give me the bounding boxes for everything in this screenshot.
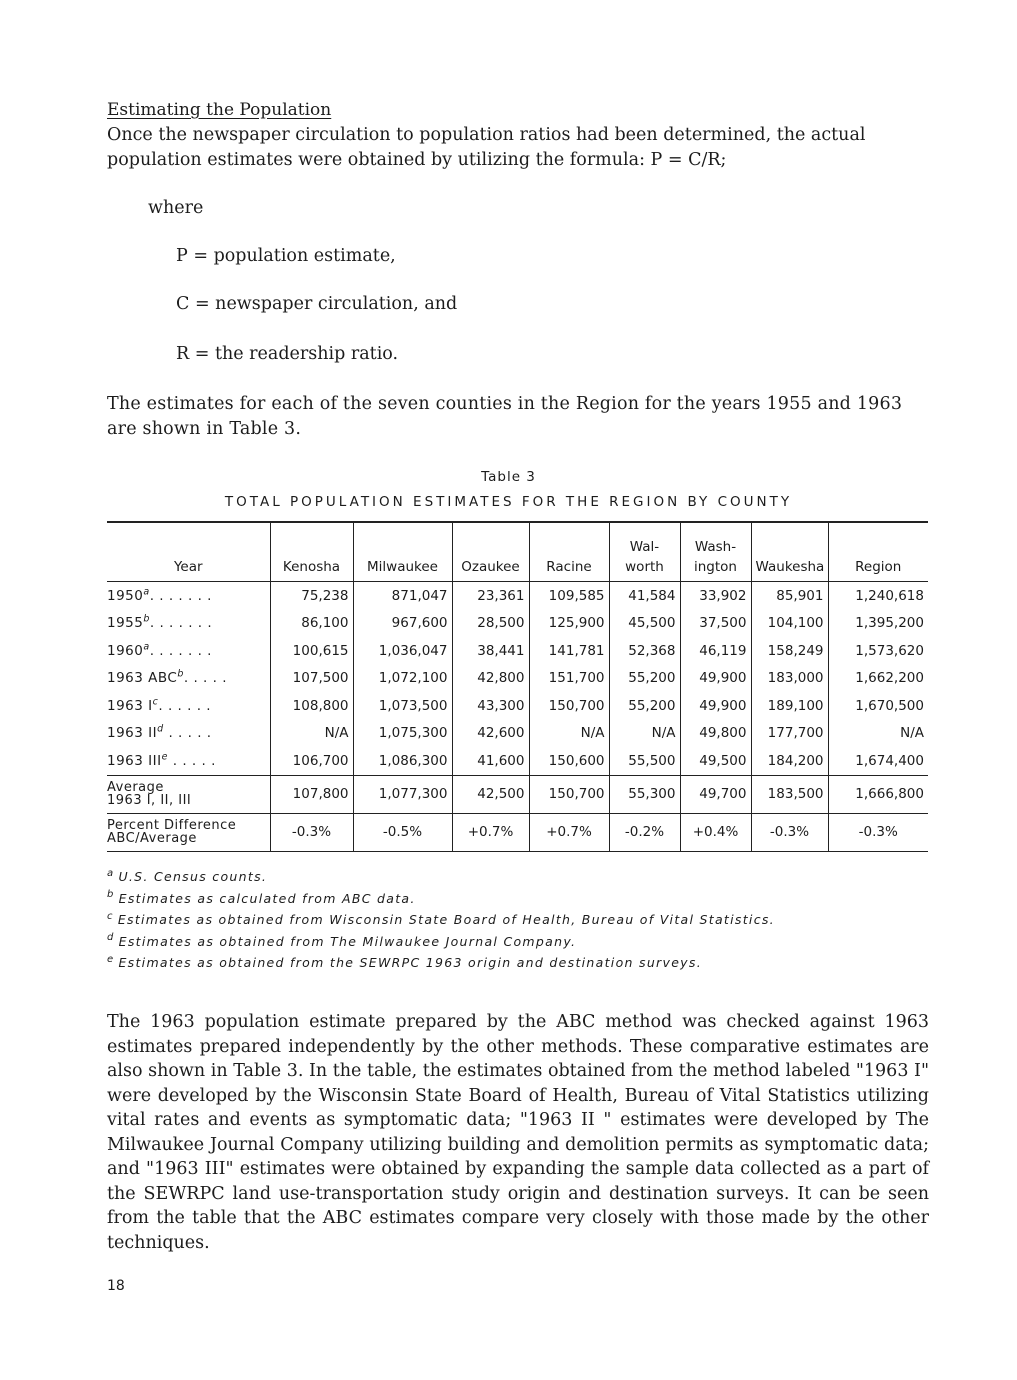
- table-lead-paragraph: The estimates for each of the seven counties in the Region for the years 1955 and 1963 are shown in Table 3.: [107, 394, 903, 439]
- table-cell: 1,674,400: [828, 747, 928, 775]
- table-label: Table 3: [481, 469, 536, 485]
- percent-difference-row: [107, 813, 928, 851]
- definition-r: R = the readership ratio.: [176, 344, 399, 364]
- table-row: [107, 610, 928, 638]
- header-region: Region: [828, 523, 928, 582]
- footnote-mark: c: [152, 696, 159, 708]
- table-cell: 1,077,300: [353, 775, 452, 813]
- leader-dots: . . . . .: [167, 752, 216, 769]
- table-cell: -0.5%: [353, 813, 452, 851]
- footnote-mark: a: [143, 641, 150, 653]
- table-cell: 1,573,620: [828, 637, 928, 665]
- table-cell: 1,073,500: [353, 692, 452, 720]
- table-cell: -0.3%: [751, 813, 828, 851]
- table-cell: 33,902: [680, 582, 751, 610]
- where-text: where: [148, 198, 204, 218]
- header-walworth-line1: Wal-: [629, 539, 660, 555]
- header-waukesha: Waukesha: [751, 523, 828, 582]
- table-cell: 125,900: [529, 610, 609, 638]
- row-year-label: 1950: [107, 587, 144, 604]
- table-title: TOTAL POPULATION ESTIMATES FOR THE REGION BY COUNTY: [224, 494, 793, 510]
- table-cell: 55,300: [609, 775, 680, 813]
- table-cell: 104,100: [751, 610, 828, 638]
- table-cell: N/A: [828, 720, 928, 748]
- table-cell: 100,615: [270, 637, 353, 665]
- definition-p: P = population estimate,: [176, 246, 396, 266]
- leader-dots: . . . . . . .: [149, 642, 212, 659]
- header-ozaukee: Ozaukee: [452, 523, 529, 582]
- table-row: [107, 637, 928, 665]
- table-cell: 1,662,200: [828, 665, 928, 693]
- footnote-text: Estimates as obtained from The Milwaukee Journal Company.: [118, 933, 577, 949]
- header-walworth-line2: worth: [625, 559, 664, 575]
- table-cell: 109,585: [529, 582, 609, 610]
- table-cell: 184,200: [751, 747, 828, 775]
- leader-dots: . . . . . . .: [149, 587, 212, 604]
- table-cell: 52,368: [609, 637, 680, 665]
- row-year-label: 1963 I: [107, 697, 153, 714]
- row-year: [107, 665, 270, 693]
- table-cell: 183,000: [751, 665, 828, 693]
- footnote-mark: c: [107, 910, 114, 922]
- table-cell: +0.7%: [452, 813, 529, 851]
- table-cell: 1,086,300: [353, 747, 452, 775]
- table-cell: 49,900: [680, 665, 751, 693]
- table-row: [107, 582, 928, 610]
- table-cell: 55,200: [609, 665, 680, 693]
- table-row: [107, 665, 928, 693]
- table-row: [107, 720, 928, 748]
- table-cell: 150,700: [529, 775, 609, 813]
- table-cell: 49,700: [680, 775, 751, 813]
- header-washington: [680, 523, 751, 582]
- table-cell: 967,600: [353, 610, 452, 638]
- intro-paragraph: Once the newspaper circulation to population ratios had been determined, the actual population estimates were obtained by utilizing the formula: P = C/R;: [107, 125, 866, 170]
- table-cell: 107,500: [270, 665, 353, 693]
- table-cell: -0.3%: [270, 813, 353, 851]
- definition-c: C = newspaper circulation, and: [176, 294, 458, 314]
- page-number: 18: [107, 1278, 125, 1294]
- footnote-mark: d: [157, 723, 164, 735]
- table-cell: 49,500: [680, 747, 751, 775]
- header-racine: Racine: [529, 523, 609, 582]
- footnote-a: [107, 866, 775, 888]
- table-cell: 46,119: [680, 637, 751, 665]
- row-year: [107, 692, 270, 720]
- footnote-c: [107, 909, 775, 931]
- header-washington-line2: ington: [694, 559, 737, 575]
- table-cell: 1,075,300: [353, 720, 452, 748]
- table-cell: 43,300: [452, 692, 529, 720]
- row-year-label: 1955: [107, 615, 144, 632]
- footnote-text: Estimates as obtained from the SEWRPC 1963 origin and destination surveys.: [118, 955, 702, 970]
- table-cell: +0.4%: [680, 813, 751, 851]
- header-year: Year: [107, 523, 270, 582]
- table-cell: 41,584: [609, 582, 680, 610]
- footnote-mark: b: [143, 613, 150, 625]
- table-cell: 55,500: [609, 747, 680, 775]
- header-kenosha: Kenosha: [270, 523, 353, 582]
- table-cell: 177,700: [751, 720, 828, 748]
- table-cell: 38,441: [452, 637, 529, 665]
- table-cell: 107,800: [270, 775, 353, 813]
- table-cell: 1,670,500: [828, 692, 928, 720]
- footnote-mark: a: [143, 586, 150, 598]
- table-cell: 108,800: [270, 692, 353, 720]
- table-cell: 106,700: [270, 747, 353, 775]
- table-cell: 42,800: [452, 665, 529, 693]
- row-year: [107, 720, 270, 748]
- table-cell: 45,500: [609, 610, 680, 638]
- table-cell: -0.2%: [609, 813, 680, 851]
- table-cell: 183,500: [751, 775, 828, 813]
- table-cell: N/A: [529, 720, 609, 748]
- percent-difference-row-label: [107, 813, 270, 851]
- table-cell: +0.7%: [529, 813, 609, 851]
- table-cell: 23,361: [452, 582, 529, 610]
- footnote-mark: a: [107, 867, 115, 879]
- table-cell: 41,600: [452, 747, 529, 775]
- percent-difference-row-label-line2: ABC/Average: [107, 831, 197, 846]
- table-cell: 75,238: [270, 582, 353, 610]
- average-row-label-line1: Average: [107, 780, 164, 795]
- table-cell: N/A: [609, 720, 680, 748]
- table-cell: 150,700: [529, 692, 609, 720]
- table-cell: 42,500: [452, 775, 529, 813]
- table-cell: 158,249: [751, 637, 828, 665]
- table-row: [107, 692, 928, 720]
- leader-dots: . . . . . .: [158, 697, 212, 714]
- table-cell: 1,072,100: [353, 665, 452, 693]
- table-cell: 1,666,800: [828, 775, 928, 813]
- population-table: [107, 521, 928, 852]
- table-cell: 189,100: [751, 692, 828, 720]
- table-cell: 1,240,618: [828, 582, 928, 610]
- table-row: [107, 747, 928, 775]
- row-year-label: 1963 III: [107, 752, 162, 769]
- table-cell: 871,047: [353, 582, 452, 610]
- table-cell: 151,700: [529, 665, 609, 693]
- table-cell: 49,800: [680, 720, 751, 748]
- leader-dots: . . . . . . .: [149, 615, 213, 632]
- leader-dots: . . . . .: [163, 725, 212, 742]
- percent-difference-row-label-line1: Percent Difference: [107, 818, 237, 833]
- table-cell: 49,900: [680, 692, 751, 720]
- leader-dots: . . . . .: [183, 670, 227, 687]
- footnote-text: Estimates as obtained from Wisconsin State Board of Health, Bureau of Vital Statistics.: [117, 912, 775, 927]
- header-walworth: [609, 523, 680, 582]
- section-heading: Estimating the Population: [107, 100, 332, 120]
- footnote-text: U.S. Census counts.: [118, 869, 268, 884]
- table-cell: 37,500: [680, 610, 751, 638]
- footnote-b: [107, 888, 775, 910]
- footnote-e: [107, 952, 775, 974]
- average-row-label: [107, 775, 270, 813]
- table-cell: 85,901: [751, 582, 828, 610]
- table-cell: 86,100: [270, 610, 353, 638]
- table-cell: N/A: [270, 720, 353, 748]
- footnote-d: [107, 931, 775, 953]
- average-row: [107, 775, 928, 813]
- footnote-mark: e: [107, 953, 115, 965]
- row-year-label: 1963 II: [107, 725, 158, 742]
- header-milwaukee: Milwaukee: [353, 523, 452, 582]
- footnote-mark: d: [107, 932, 115, 944]
- footnote-text: Estimates as calculated from ABC data.: [118, 890, 416, 906]
- row-year: [107, 582, 270, 610]
- table-cell: 141,781: [529, 637, 609, 665]
- table-cell: 42,600: [452, 720, 529, 748]
- table-header-row: [107, 523, 928, 582]
- row-year-label: 1960: [107, 642, 144, 659]
- footnotes: [107, 866, 775, 974]
- closing-paragraph: The 1963 population estimate prepared by the ABC method was checked against 1963 estimates prepared independently by the other methods. These comparative estimates are also shown in Table 3. In the table, the estimates obtained from the method labeled "1963 I" were developed by the Wisconsin State Board of Health, Bureau of Vital Statistics utilizing vital rates and events as symptomatic data; "1963 II " estimates were developed by The Milwaukee Journal Company utilizing building and demolition permits as symptomatic data; and "1963 III" estimates were obtained by expanding the sample data collected as a part of the SEWRPC land use-transportation study origin and destination surveys. It can be seen from the table that the ABC estimates compare very closely with those made by the other techniques.: [107, 1012, 929, 1253]
- average-row-label-line2: 1963 I, II, III: [107, 793, 192, 808]
- row-year: [107, 637, 270, 665]
- row-year: [107, 747, 270, 775]
- table-cell: 1,395,200: [828, 610, 928, 638]
- footnote-mark: b: [177, 668, 184, 680]
- header-washington-line1: Wash-: [694, 539, 737, 555]
- table-cell: 55,200: [609, 692, 680, 720]
- row-year-label: 1963 ABC: [107, 670, 178, 687]
- table-cell: 150,600: [529, 747, 609, 775]
- table-cell: 28,500: [452, 610, 529, 638]
- table-cell: -0.3%: [828, 813, 928, 851]
- footnote-mark: e: [161, 751, 168, 763]
- footnote-mark: b: [107, 889, 115, 901]
- row-year: [107, 610, 270, 638]
- table-cell: 1,036,047: [353, 637, 452, 665]
